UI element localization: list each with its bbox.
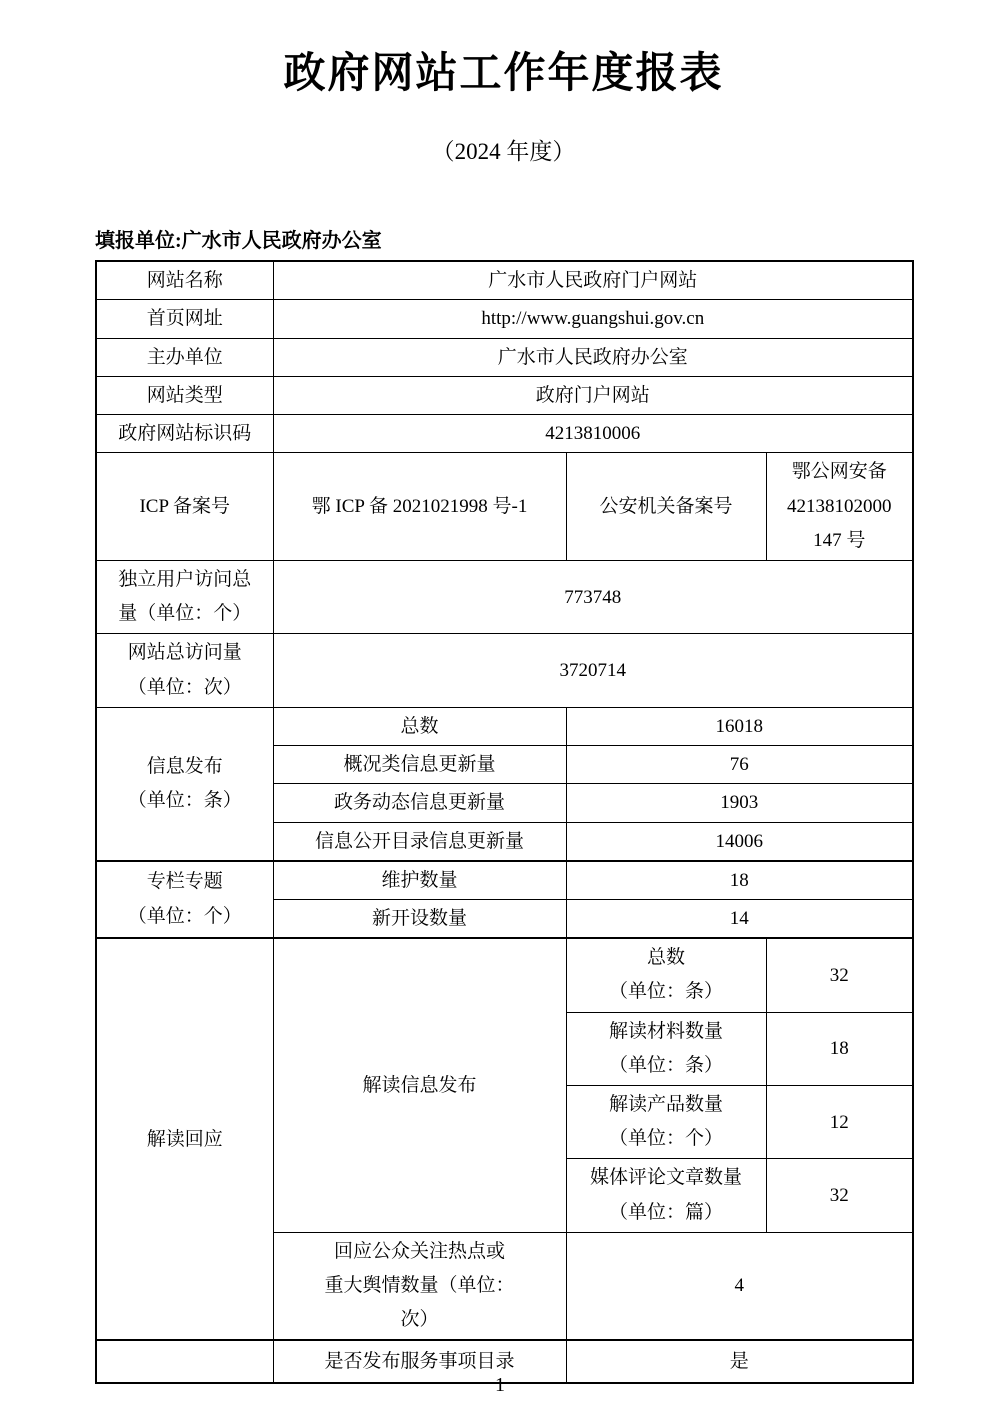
page-number: 1 xyxy=(495,1374,505,1396)
interp-material-value: 18 xyxy=(766,1012,913,1085)
maintained-count-label: 维护数量 xyxy=(273,861,566,900)
page-title: 政府网站工作年度报表 xyxy=(283,49,724,96)
special-columns-group-label: 专栏专题 （单位：个） xyxy=(96,861,273,939)
site-type-label: 网站类型 xyxy=(96,376,273,414)
table-row xyxy=(96,261,913,300)
security-record-line: 147 号 xyxy=(813,529,866,551)
site-code-label: 政府网站标识码 xyxy=(96,415,273,453)
gov-news-update-value: 1903 xyxy=(566,784,913,822)
info-total-label: 总数 xyxy=(273,707,566,745)
open-directory-update-label: 信息公开目录信息更新量 xyxy=(273,822,566,861)
interp-product-value: 12 xyxy=(766,1086,913,1159)
table-row xyxy=(96,707,913,745)
table-row xyxy=(96,415,913,453)
interp-material-label: 解读材料数量 （单位：条） xyxy=(566,1012,766,1085)
table-row xyxy=(96,634,913,707)
service-directory-value: 是 xyxy=(566,1340,913,1383)
security-record-line: 42138102000 xyxy=(787,495,892,517)
table-row xyxy=(96,300,913,338)
interp-product-label: 解读产品数量 （单位：个） xyxy=(566,1086,766,1159)
site-name-value: 广水市人民政府门户网站 xyxy=(273,261,913,300)
unique-visitors-label: 独立用户访问总 量（单位：个） xyxy=(96,561,273,634)
reporting-unit-line: 填报单位:广水市人民政府办公室 xyxy=(95,230,382,253)
interpretation-group-label: 解读回应 xyxy=(96,938,273,1340)
media-comment-value: 32 xyxy=(766,1159,913,1232)
info-publish-group-label: 信息发布 （单位：条） xyxy=(96,707,273,861)
total-visits-label: 网站总访问量 （单位：次） xyxy=(96,634,273,707)
new-count-value: 14 xyxy=(566,900,913,939)
table-row xyxy=(96,453,913,561)
site-type-value: 政府门户网站 xyxy=(273,376,913,414)
host-unit-label: 主办单位 xyxy=(96,338,273,376)
table-row xyxy=(96,561,913,634)
site-code-value: 4213810006 xyxy=(273,415,913,453)
icp-label: ICP 备案号 xyxy=(96,453,273,561)
home-url-label: 首页网址 xyxy=(96,300,273,338)
maintained-count-value: 18 xyxy=(566,861,913,900)
public-response-label: 回应公众关注热点或 重大舆情数量（单位： 次） xyxy=(273,1232,566,1340)
annual-report-table xyxy=(95,260,914,1384)
icp-value: 鄂 ICP 备 2021021998 号-1 xyxy=(273,453,566,561)
table-row xyxy=(96,338,913,376)
service-directory-label: 是否发布服务事项目录 xyxy=(273,1340,566,1383)
host-unit-value: 广水市人民政府办公室 xyxy=(273,338,913,376)
public-response-value: 4 xyxy=(566,1232,913,1340)
unique-visitors-value: 773748 xyxy=(273,561,913,634)
total-visits-value: 3720714 xyxy=(273,634,913,707)
gov-news-update-label: 政务动态信息更新量 xyxy=(273,784,566,822)
table-row xyxy=(96,938,913,1012)
overview-update-label: 概况类信息更新量 xyxy=(273,746,566,784)
security-record-line: 鄂公网安备 xyxy=(791,461,887,483)
report-year-subtitle: （2024 年度） xyxy=(431,139,576,165)
site-name-label: 网站名称 xyxy=(96,261,273,300)
table-row xyxy=(96,861,913,900)
open-directory-update-value: 14006 xyxy=(566,822,913,861)
overview-update-value: 76 xyxy=(566,746,913,784)
new-count-label: 新开设数量 xyxy=(273,900,566,939)
media-comment-label: 媒体评论文章数量 （单位：篇） xyxy=(566,1159,766,1232)
home-url-value: http://www.guangshui.gov.cn xyxy=(273,300,913,338)
interp-total-label: 总数 （单位：条） xyxy=(566,938,766,1012)
security-record-label: 公安机关备案号 xyxy=(566,453,766,561)
interpretation-publish-label: 解读信息发布 xyxy=(273,938,566,1232)
security-record-value xyxy=(766,453,913,561)
interp-total-value: 32 xyxy=(766,938,913,1012)
table-row xyxy=(96,376,913,414)
info-total-value: 16018 xyxy=(566,707,913,745)
